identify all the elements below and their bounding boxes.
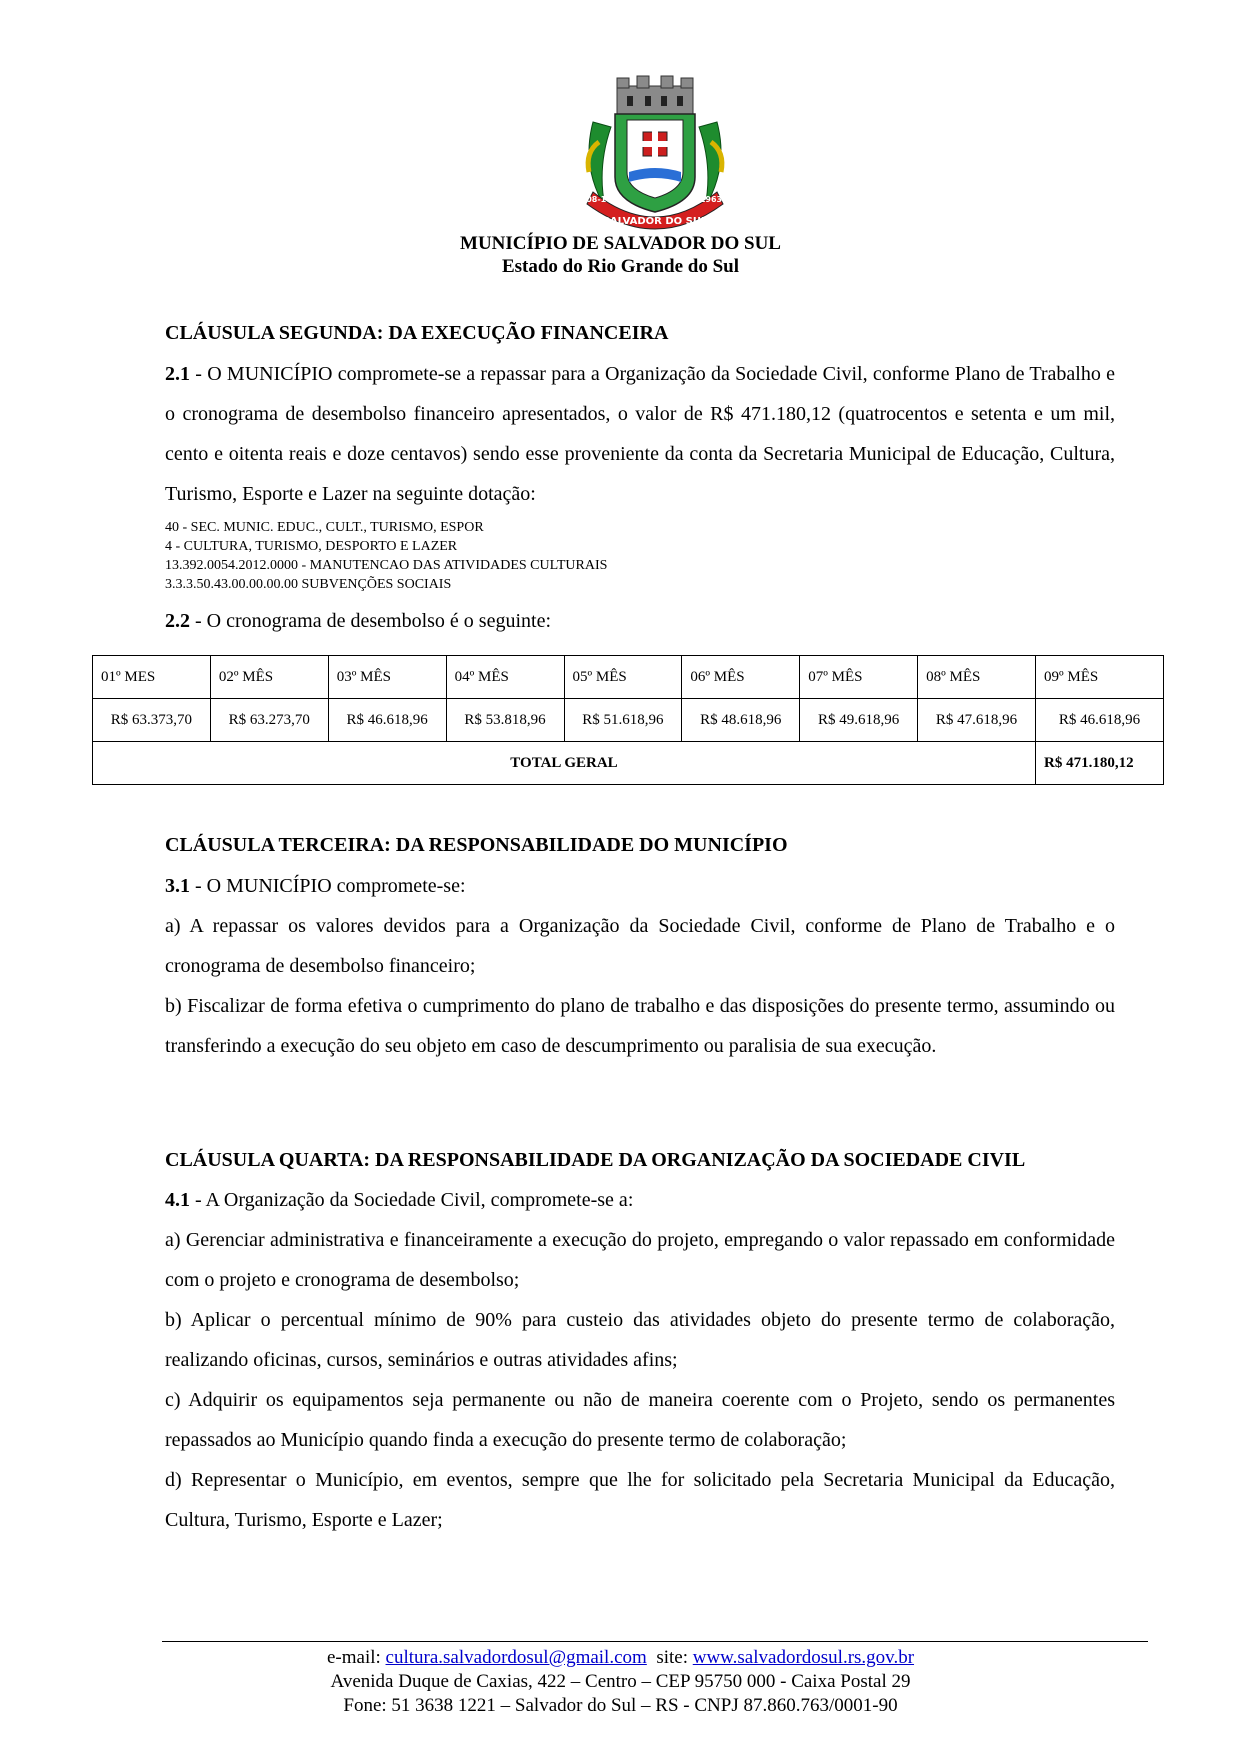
item-3-b: b) Fiscalizar de forma efetiva o cumprimento do plano de trabalho e das disposições do presente termo, assumindo ou transferindo a execução do seu objeto em caso de descumprimento ou paralisia de sua execução. [165, 995, 1115, 1057]
month-cell: 02º MÊS [210, 656, 328, 699]
item-4-d: d) Representar o Município, em eventos, sempre que lhe for solicitado pela Secretaria Municipal da Educação, Cultura, Turismo, Esporte e Lazer; [165, 1469, 1115, 1531]
paragraph-2-1 [165, 354, 1115, 514]
email-label: e-mail: [326, 1647, 386, 1668]
month-cell: 01º MES [93, 656, 211, 699]
municipality-title: MUNICÍPIO DE SALVADOR DO SUL [460, 233, 781, 254]
value-cell: R$ 51.618,96 [564, 699, 682, 742]
dotacao-line: 40 - SEC. MUNIC. EDUC., CULT., TURISMO, ESPOR [165, 520, 484, 535]
month-cell: 07º MÊS [800, 656, 918, 699]
footer-phone-cnpj: Fone: 51 3638 1221 – Salvador do Sul – RS - CNPJ 87.860.763/0001-90 [343, 1695, 898, 1716]
month-cell: 08º MÊS [918, 656, 1036, 699]
item-3-a: a) A repassar os valores devidos para a Organização da Sociedade Civil, conforme de Plano de Trabalho e o cronograma de desembolso financeiro; [165, 915, 1115, 977]
clause-three-heading: CLÁUSULA TERCEIRA: DA RESPONSABILIDADE DO MUNICÍPIO [165, 834, 788, 856]
footer-address: Avenida Duque de Caxias, 422 – Centro – CEP 95750 000 - Caixa Postal 29 [330, 1671, 911, 1692]
paragraph-text: - A Organização da Sociedade Civil, compromete-se a: [190, 1189, 634, 1211]
value-cell: R$ 46.618,96 [1036, 699, 1164, 742]
paragraph-number: 4.1 [165, 1189, 190, 1211]
dotacao-list [165, 518, 1115, 594]
footer-divider [162, 1641, 1148, 1642]
dotacao-line: 3.3.3.50.43.00.00.00.00 SUBVENÇÕES SOCIAIS [165, 577, 452, 592]
footer-contact [0, 1646, 1241, 1670]
crest-ribbon-text: SALVADOR DO SUL [602, 216, 708, 227]
state-subtitle: Estado do Rio Grande do Sul [501, 256, 740, 277]
value-cell: R$ 48.618,96 [682, 699, 800, 742]
site-link[interactable]: www.salvadordosul.rs.gov.br [692, 1647, 915, 1668]
disbursement-schedule-table [92, 655, 1164, 785]
paragraph-number: 2.2 [165, 610, 190, 632]
total-value: R$ 471.180,12 [1036, 742, 1164, 785]
item-4-b: b) Aplicar o percentual mínimo de 90% para custeio das atividades objeto do presente termo de colaboração, realizando oficinas, cursos, seminários e outras atividades afins; [165, 1309, 1115, 1371]
value-cell: R$ 49.618,96 [800, 699, 918, 742]
email-link[interactable]: cultura.salvadordosul@gmail.com [385, 1647, 647, 1668]
paragraph-4-1 [165, 1180, 1115, 1220]
crest-icon [575, 72, 735, 237]
value-cell: R$ 53.818,96 [446, 699, 564, 742]
table-total-row [93, 742, 1164, 785]
item-4-a: a) Gerenciar administrativa e financeiramente a execução do projeto, empregando o valor repassado em conformidade com o projeto e cronograma de desembolso; [165, 1229, 1115, 1291]
paragraph-text: - O MUNICÍPIO compromete-se: [190, 875, 466, 897]
crest-left-text: 08-10 [586, 195, 612, 204]
clause-four-heading: CLÁUSULA QUARTA: DA RESPONSABILIDADE DA ORGANIZAÇÃO DA SOCIEDADE CIVIL [165, 1149, 1026, 1171]
crest-right-text: 1963 [699, 195, 723, 204]
table-header-row [93, 656, 1164, 699]
paragraph-text: - O cronograma de desembolso é o seguinte: [190, 610, 552, 632]
month-cell: 03º MÊS [328, 656, 446, 699]
paragraph-number: 2.1 [165, 363, 190, 385]
dotacao-line: 13.392.0054.2012.0000 - MANUTENCAO DAS ATIVIDADES CULTURAIS [165, 558, 608, 573]
month-cell: 04º MÊS [446, 656, 564, 699]
value-cell: R$ 63.273,70 [210, 699, 328, 742]
month-cell: 06º MÊS [682, 656, 800, 699]
value-cell: R$ 63.373,70 [93, 699, 211, 742]
clause-three [165, 834, 1115, 857]
dotacao-line: 4 - CULTURA, TURISMO, DESPORTO E LAZER [165, 539, 458, 554]
paragraph-2-2 [165, 610, 1115, 633]
value-cell: R$ 47.618,96 [918, 699, 1036, 742]
clause-two-heading: CLÁUSULA SEGUNDA: DA EXECUÇÃO FINANCEIRA [165, 322, 669, 344]
clause-three-body [165, 866, 1115, 1066]
month-cell: 05º MÊS [564, 656, 682, 699]
paragraph-text: - O MUNICÍPIO compromete-se a repassar para a Organização da Sociedade Civil, conforme Plano de Trabalho e o cronograma de desembolso financeiro apresentados, o valor de R$ 471.180,12 (quatrocentos e setenta e um mil, cento e oitenta reais e doze centavos) sendo esse proveniente da conta da Secretaria Municipal de Educação, Cultura, Turismo, Esporte e Lazer na seguinte dotação: [165, 363, 1115, 505]
month-cell: 09º MÊS [1036, 656, 1164, 699]
value-cell: R$ 46.618,96 [328, 699, 446, 742]
paragraph-number: 3.1 [165, 875, 190, 897]
site-label: site: [646, 1647, 693, 1668]
paragraph-3-1 [165, 866, 1115, 906]
total-label: TOTAL GERAL [93, 742, 1036, 785]
clause-two [165, 322, 1115, 345]
paragraph-2-2-wrap [165, 610, 1115, 633]
table-row [93, 699, 1164, 742]
clause-four [165, 1140, 1115, 1540]
item-4-c: c) Adquirir os equipamentos seja permanente ou não de maneira coerente com o Projeto, sendo os permanentes repassados ao Município quando finda a execução do presente termo de colaboração; [165, 1389, 1115, 1451]
municipal-crest [575, 72, 735, 237]
clause-two-body [165, 354, 1115, 514]
